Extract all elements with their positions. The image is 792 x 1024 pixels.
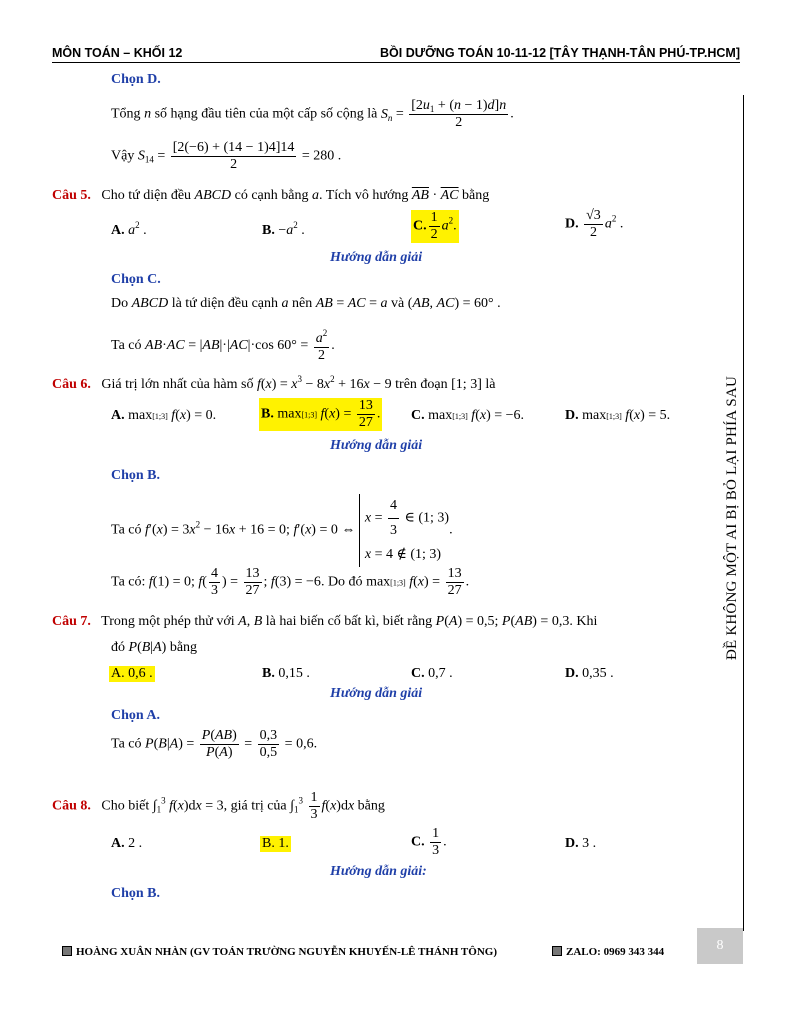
q7-text: Câu 7. Trong một phép thử với A, B là hai biến cố bất kì, biết rằng P(A) = 0,5; P(AB) = 0,3. Khi: [52, 614, 598, 629]
q6-optB[interactable]: B. max[1;3] f(x) = $\frac{13}{27}$ .: [261, 398, 381, 430]
q7-optD[interactable]: D. 0,35 .: [565, 666, 614, 681]
q5-optB[interactable]: B. $-a^2$ .: [262, 220, 305, 238]
q6-sol1: Ta có $f'(x) = 3x^2 - 16x + 16 = 0$; f′(x) = 0 ⇔ x = $\frac{4}{3}$ ∈ (1; 3) x = 4 ∉ (1; 3).: [111, 494, 453, 567]
q7-optB[interactable]: B. 0,15 .: [262, 666, 310, 681]
header-right: BỒI DƯỠNG TOÁN 10-11-12 [TÂY THẠNH-TÂN PHÚ-TP.HCM]: [380, 46, 740, 60]
q8-optA[interactable]: A. 2 .: [111, 836, 143, 851]
q5-optC[interactable]: C. $\frac{1}{2}$ $a^2$.: [413, 210, 457, 242]
q6-optC[interactable]: C. max[1;3] f(x) = −6.: [411, 408, 525, 423]
prev-line2: Vậy $S_{14}$ = $\frac{[2(-6) + (14 - 1)4]14}{2}$ = 280 .: [111, 140, 342, 172]
choose-c: Chọn C.: [111, 272, 161, 287]
footer-author: HOÀNG XUÂN NHÀN (GV TOÁN TRƯỜNG NGUYỄN KHUYẾN-LÊ THÁNH TÔNG): [62, 946, 497, 958]
q8-text: Câu 8. Cho biết $\int_1^3$ f(x)dx = 3, giá trị của $\int_1^3$ $\frac{1}{3}$ f(x)dx bằng: [52, 790, 385, 822]
header-left: MÔN TOÁN – KHỐI 12: [52, 46, 183, 60]
q5-text: Câu 5. Cho tứ diện đều ABCD có cạnh bằng a. Tích vô hướng $\overline{AB} \cdot \overline{AC}$ bằng: [52, 188, 490, 203]
q5-sol2: Ta có AB·AC = |AB|·|AC|·cos 60° = $\frac{a^2}{2}$ .: [111, 328, 335, 363]
q8-optC[interactable]: C. $\frac{1}{3}$ .: [411, 826, 447, 858]
q5-optA[interactable]: A. $a^2$ .: [111, 220, 147, 238]
header-divider: [52, 62, 740, 63]
q7-optA[interactable]: A. 0,6 .: [111, 666, 153, 681]
q6-optA[interactable]: A. max[1;3] f(x) = 0.: [111, 408, 217, 423]
q6-guide: Hướng dẫn giải: [330, 438, 423, 453]
q6-sol2: Ta có: f(1) = 0; f( $\frac{4}{3}$ ) = $\frac{13}{27}$ ; f(3) = −6. Do đó max[1;3] f(x) = $\frac{13}{27}$ .: [111, 566, 470, 598]
q8-optD[interactable]: D. 3 .: [565, 836, 597, 851]
page-header: [52, 46, 740, 60]
page-number: 8: [697, 928, 743, 964]
q5-optD[interactable]: D. $\frac{√3}{2}$ $a^2$ .: [565, 208, 624, 240]
choose-b2: Chọn B.: [111, 886, 161, 901]
choose-d: Chọn D.: [111, 72, 161, 87]
choose-a: Chọn A.: [111, 708, 161, 723]
side-text: ĐỀ KHÔNG MỘT AI BỊ BỎ LẠI PHÍA SAU: [724, 375, 740, 660]
q8-guide: Hướng dẫn giải:: [330, 864, 427, 879]
q7-optC[interactable]: C. 0,7 .: [411, 666, 453, 681]
side-divider: [743, 95, 744, 931]
choose-b: Chọn B.: [111, 468, 161, 483]
square-icon: [62, 946, 72, 956]
square-icon: [552, 946, 562, 956]
q8-optB[interactable]: B. 1.: [262, 836, 289, 851]
q5-sol1: Do ABCD là tứ diện đều cạnh a nên AB = AC = a và (AB, AC) = 60° .: [111, 296, 501, 311]
q7-guide: Hướng dẫn giải: [330, 686, 423, 701]
footer-zalo: ZALO: 0969 343 344: [552, 946, 664, 958]
q7-sol: Ta có P(B|A) = $\frac{P(AB)}{P(A)}$ = $\frac{0,3}{0,5}$ = 0,6.: [111, 728, 318, 760]
q5-guide: Hướng dẫn giải: [330, 250, 423, 265]
q6-optD[interactable]: D. max[1;3] f(x) = 5.: [565, 408, 671, 423]
q7-text2: đó P(B|A) bằng: [111, 640, 198, 655]
prev-line1: Tổng n số hạng đầu tiên của một cấp số cộng là $S_n$ = $\frac{[2u_1 + (n - 1)d]n}{2}$ .: [111, 98, 514, 130]
q6-text: Câu 6. Giá trị lớn nhất của hàm số $f(x) = x^3 - 8x^2 + 16x - 9$ trên đoạn [1; 3] là: [52, 374, 496, 392]
